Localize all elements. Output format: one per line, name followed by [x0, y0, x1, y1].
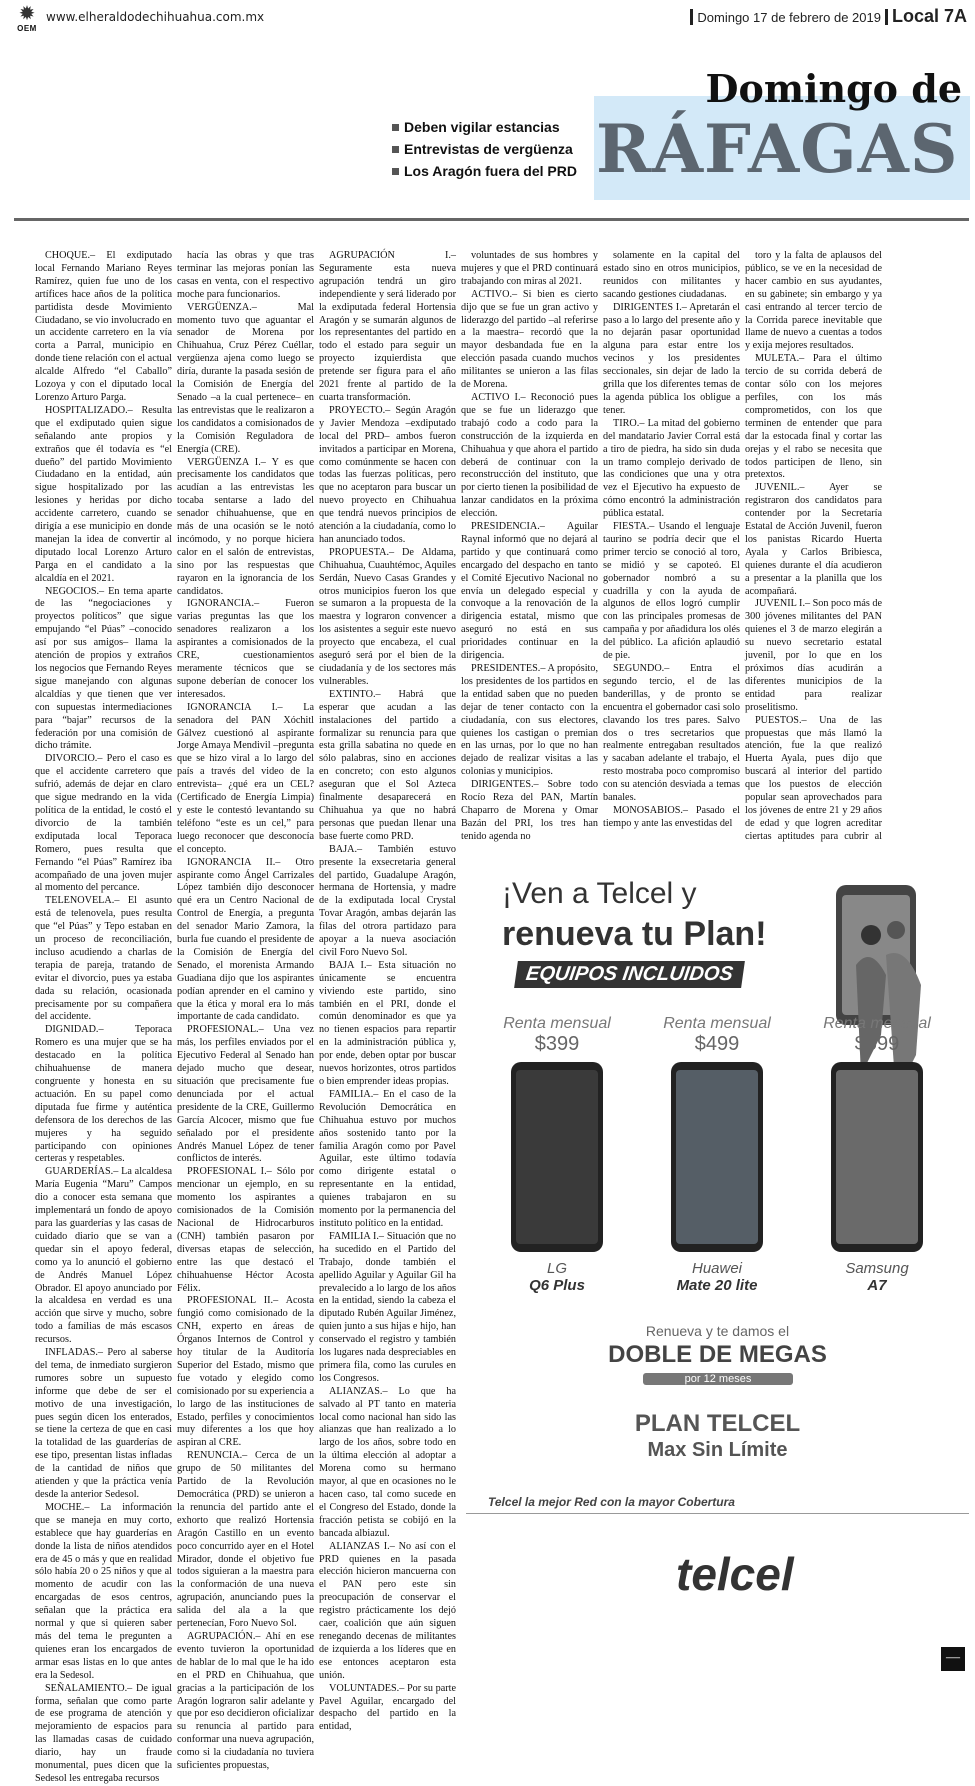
column-paragraph: VERGÜENZA I.– Y es que precisamente los candidatos que acudían a las entrevistas les tocaba sentarse a lado del senador chihuahuense, que en más de una ocasión se le notó incómodo, y no porque hiciera calor en el salón de entrevistas, sino por las respuestas que rayaron en la ignorancia de los candidatos.	[177, 456, 314, 597]
column-paragraph: RENUNCIA.– Cerca de un grupo de 50 militantes del Partido de la Revolución Democrática (PRD) se unieron a la renuncia del partido ante el exhorto que realizó Hortensia Aragón Castillo en un evento poco concurrido ayer en el Hotel Mirador, donde el objetivo fue todos siguieran a la maestra para la conformación de una nueva agrupación, anunciando pues la salida del ala a la que pertenecían, Foro Nuevo Sol.	[177, 1450, 314, 1630]
site-url[interactable]: www.elheraldodechihuahua.com.mx	[46, 10, 265, 24]
column-paragraph: DIRIGENTES.– Sobre todo Rocío Reza del PAN, Martín Chaparro de Morena y Omar Bazán del PRI, los tres han tenido agenda no	[461, 779, 598, 842]
phone-brand: Huawei	[691, 1260, 743, 1277]
column-paragraph: JUVENIL I.– Son poco más de 300 jóvenes militantes del PAN quienes el 3 de marzo elegirán a su nuevo secretario estatal juvenil, por lo que en los próximos días acudirán a diferentes municipios de la entidad para realizar proselitismo.	[745, 598, 882, 713]
column-paragraph: PROFESIONAL II.– Acosta fungió como comisionado de la CNH, experto en áreas de Órganos Internos de Control y hoy titular de la Auditoría Superior del Estado, mismo que fue votado y elegido como comisionado por su experiencia a lo largo de las instituciones de Estado, perfiles y conocimientos muy diferentes a los que hoy aspiran al CRE.	[177, 1295, 314, 1449]
promo-title: DOBLE DE MEGAS	[608, 1341, 827, 1368]
plan-name: PLAN TELCEL	[634, 1410, 801, 1437]
phone-model: Mate 20 lite	[676, 1277, 758, 1294]
column-paragraph: ALIANZAS I.– No así con el PRD quienes en la pasada elección hicieron mancuerna con el PAN pero este sin preocupación de conservar el registro prácticamente los dejó caer, coalición que aún siguen renegando decenas de militantes de izquierda a los líderes que en ese entonces aceptaron esta unión.	[319, 1540, 456, 1681]
column-paragraph: voluntades de sus hombres y mujeres y que el PRD continuará trabajando con miras al 2021.	[461, 250, 598, 287]
page-number: Local 7A	[891, 6, 967, 26]
phone-image	[511, 1062, 603, 1252]
ad-headline-bold: renueva tu Plan!	[502, 915, 767, 953]
price: $499	[694, 1033, 740, 1055]
ad-tagline: Telcel la mejor Red con la mayor Cobertura	[488, 1495, 735, 1509]
dateline	[686, 6, 967, 27]
phone-offer-samsung[interactable]: Renta mensual $599 Samsung A7	[802, 1015, 952, 1294]
column-paragraph: BAJA I.– Esta situación no únicamente se encuentra viviendo este partido, sino también en el PRI, donde el común denominador es que ya no tienen espacios para repartir en la administración pública y, por ende, deben optar por buscar nuevos horizontes, otros partidos o bien emprender ideas propias.	[319, 959, 456, 1087]
phone-image	[671, 1062, 763, 1252]
column-paragraph: TIRO.– La mitad del gobierno del mandatario Javier Corral está a tiro de piedra, ha sido sin duda un tramo complejo derivado de las condiciones que una y otra vez el Ejecutivo ha expuesto de cómo encontró la administración pública estatal.	[603, 417, 740, 520]
column-paragraph: IGNORANCIA I.– La senadora del PAN Xóchitl Gálvez cuestionó al aspirante Jorge Amaya Mendivil –pregunta que se hizo viral a lo largo del país a través del video de la entrevista– ¿qué era un CEL? (Certificado de Energía Limpia) y este le contestó levantando su teléfono “este es un cel,” para luego reconocer que desconocía el concepto.	[177, 701, 314, 855]
bullet-item: Deben vigilar estancias	[392, 116, 577, 138]
column-paragraph: SEGUNDO.– Entra el segundo tercio, el de las banderillas, y de pronto se encuentra el gobernador casi solo clavando los tres pares. Salvo dos o tres secretarios que realmente entregaban resultados y sacaban adelante el trabajo, el resto mostraba poco compromiso con su atención desviada a temas banales.	[603, 663, 740, 804]
column-masthead	[590, 66, 970, 201]
column-paragraph: IGNORANCIA.– Fueron varias preguntas las que los senadores realizaron a los aspirantes a comisionados de la CRE, cuestionamientos meramente técnicos que se supone deberían de conocer los interesados.	[177, 598, 314, 700]
promo-line: Renueva y te damos el	[645, 1323, 790, 1339]
bullet-item: Los Aragón fuera del PRD	[392, 160, 577, 182]
column-paragraph: PROYECTO.– Según Aragón y Javier Mendoza –exdiputado local del PRD– ambos fueron invitados a participar en Morena, como comúnmente se hacen con todas las fuerzas políticas, pero que no aceptaron para buscar un nuevo proyecto en Chihuahua que tendrá nuevos principios de atención a la ciudadanía, como lo han anunciado todos.	[319, 404, 456, 545]
headline-bullets	[392, 116, 577, 182]
price: $399	[534, 1033, 580, 1055]
column-paragraph: IGNORANCIA II.– Otro aspirante como Ángel Carrizales López también dijo desconocer qué era un Centro Nacional de Control de Energía, a pregunta del senador Mario Zamora, la burla fue cuando el presidente de la Comisión de Energía del Senado, el morenista Armando Guadiana dijo que los aspirantes podían aprender en el camino y que la ética y moral era lo más importante de cada candidato.	[177, 856, 314, 1023]
column-paragraph: DIGNIDAD.– Teporaca Romero es una mujer que se ha destacado en la política chihuahuense de manera congruente y honesta en su actuación. En su papel como diputada fue firme y auténtica defensora de los derechos de las mujeres y ha seguido participando con opiniones certeras y respetables.	[35, 1024, 172, 1165]
telcel-logo: telcel	[676, 1548, 794, 1600]
column-paragraph: MULETA.– Para el último tercio de su corrida deberá de contar sólo con los mejores perfiles, con los más comprometidos, con los que terminen de entender que para dar la estocada final y cortar las orejas y el rabo se necesita que todos participen de lleno, sin pretextos.	[745, 353, 882, 481]
column-paragraph: MONOSABIOS.– Pasado el tiempo y ante las envestidas del	[603, 804, 740, 829]
phone-offer-huawei[interactable]: Renta mensual $499 Huawei Mate 20 lite	[642, 1015, 792, 1294]
column-paragraph: hacía las obras y que tras terminar las mejoras ponían las casas en venta, con el respectivo moche para funcionarios.	[177, 250, 314, 300]
phone-model: A7	[867, 1277, 887, 1294]
column-paragraph: ACTIVO.– Si bien es cierto dijo que se fue un gran activo y liderazgo del partido –al referirse a la maestra– recordó que la mayor desbandada fue en la elección pasada cuando muchos militantes se unieron a las filas de Morena.	[461, 288, 598, 391]
column-paragraph: ACTIVO I.– Reconoció pues que se fue un liderazgo que trabajó codo a codo para la construcción de la izquierda en Chihuahua y que ahora el partido deberá de continuar con la reconstrucción del instituto, que por cierto tienen la posibilidad de lanzar candidatos en la próxima elección.	[461, 391, 598, 520]
plan-subtitle: Max Sin Límite	[647, 1439, 788, 1461]
ad-headline: ¡Ven a Telcel y	[502, 877, 697, 910]
column-paragraph: EXTINTO.– Habrá que esperar que acudan a las instalaciones del partido a formalizar su renuncia para que esta grilla sabatina no quede en sólo palabras, sino en acciones en concreto; con esto algunos aseguran que el Sol Azteca finalmente desaparecerá en Chihuahua ya que no habrá personas que puedan llenar una base fuerte como PRD.	[319, 688, 456, 842]
column-paragraph: FAMILIA.– En el caso de la Revolución Democrática en Chihuahua estuvo por muchos años sostenido tanto por la familia Aragón como por Pavel Aguilar, este último todavía como dirigente estatal o representante en la entidad, quienes trabajaron en su momento por la permanencia del instituto político en la entidad.	[319, 1088, 456, 1229]
column-paragraph: BAJA.– También estuvo presente la exsecretaria general del partido, Guadalupe Aragón, hermana de Hortensia, y madre de la exdiputada local Crystal Tovar Aragón, ambas dejarán las filas del otrora partidazo para apoyar a la nueva asociación civil Foro Nuevo Sol.	[319, 843, 456, 958]
close-icon[interactable]: —	[941, 1647, 965, 1671]
oem-logo: ✹ OEM	[12, 4, 42, 33]
column-paragraph: DIRIGENTES I.– Apretarán el paso a lo largo del presente año y no dejarán pasar oportunidad alguna para estar entre los vecinos y los presidentes seccionales, sin dejar de lado la grilla que los diferentes temas de la agenda pública los obligue a tener.	[603, 301, 740, 416]
phone-model: Q6 Plus	[529, 1277, 585, 1294]
column-paragraph: PROPUESTA.– De Aldama, Chihuahua, Cuauhtémoc, Aquiles Serdán, Nuevo Casas Grandes y otros municipios fueron los que se sumaron a la propuesta de la maestra y lograron convencer a los asistentes a seguir este nuevo proyecto que encabeza, el cual aseguró será por el bien de la ciudadanía y de los sectores más vulnerables.	[319, 546, 456, 687]
page-header	[0, 0, 975, 36]
column-paragraph: INFLADAS.– Pero al saberse del tema, de inmediato surgieron rumores sobre un supuesto informe que debe de ser el motivo de una investigación, pues según dicen los enterados, se tiene la certeza de que en casi la totalidad de las guarderías de ese tipo, presentan listas infladas de la cantidad de niños que atienden y que la práctica venía desde la anterior Sedesol.	[35, 1347, 172, 1500]
column-paragraph: PRESIDENTES.– A propósito, los presidentes de los partidos en la entidad saben que no pueden dejar de tener contacto con la ciudadanía, con sus electores, quienes los castigan o premian en las urnas, por lo que no han dejado de realizar visitas a las colonias y municipios.	[461, 663, 598, 778]
column-paragraph: VERGÜENZA.– Mal momento tuvo que aguantar el senador de Morena por Chihuahua, Cruz Pérez Cuéllar, vergüenza ajena como luego se diría, durante la pasada sesión de la Comisión de Energía del Senado –a la cual pertenece– en las entrevistas que le realizaron a los candidatos a comisionados de la Comisión Reguladora de Energía (CRE).	[177, 301, 314, 455]
column-paragraph: PRESIDENCIA.– Aguilar Raynal informó que no dejará al partido y que continuará como encargado del despacho en tanto el Comité Ejecutivo Nacional no envía un delegado especial y convoque a la renovación de la dirigencia estatal, mismo que aseguró no está en sus prioridades continuar en la dirigencia.	[461, 521, 598, 662]
column-paragraph: AGRUPACIÓN.– Ahí en ese evento tuvieron la oportunidad de hablar de lo mal que le ha ido en el PRD en Chihuahua, que gracias a la participación de los Aragón lograron salir adelante y que por eso decidieron oficializar su renuncia al partido para conformar una nueva agrupación, como si la ciudadanía no tuviera suficientes propuestas,	[177, 1630, 314, 1772]
phone-image	[831, 1062, 923, 1252]
column-paragraph: JUVENIL.– Ayer se registraron dos candidatos para contender por la Secretaría Estatal de Acción Juvenil, fueron los panistas Ricardo Huerta Ayala y Carlos Bribiesca, quienes durante el día acudieron a presentar a la planilla que los acompañará.	[745, 482, 882, 597]
column-paragraph: VOLUNTADES.– Por su parte Pavel Aguilar, encargado del despacho del partido en la entidad,	[319, 1682, 456, 1733]
text-column-6	[745, 250, 882, 857]
column-paragraph: HOSPITALIZADO.– Resulta que el exdiputado quien sigue señalando ante propios y extraños que él todavía es “el dueño” del partido Movimiento Ciudadano en la entidad, aún sigue hospitalizado por las lesiones y heridas por dicho accidente carretero, cuando se dirigía a ese municipio en donde manejan la idea de convertir al diputado local Lorenzo Arturo Parga en el candidato a la alcaldía en el 2021.	[35, 404, 172, 584]
phone-brand: LG	[546, 1260, 567, 1277]
column-paragraph: PROFESIONAL.– Una vez más, los perfiles enviados por el Ejecutivo Federal al Senado han dejado mucho que desear, situación que precisamente fue denunciada por el actual presidente de la CRE, Guillermo García Alcocer, mismo que fue señalado por el presidente Andrés Manuel López de tener conflictos de interés.	[177, 1024, 314, 1165]
divider-rule	[14, 218, 969, 221]
column-paragraph: DIVORCIO.– Pero el caso es que el accidente carretero que sufrió, además de dejar en claro que sigue medrando en la vida política de la entidad, le costó el divorcio de la también exdiputada local Teporaca Romero, pues resulta que Fernando “el Púas” Ramírez iba acompañado de una joven mujer al momento del percance.	[35, 753, 172, 894]
column-paragraph: PUESTOS.– Una de las propuestas que más llamó la atención, fue la que realizó Huerta Ayala, pues dijo que buscará al interior del partido que los puestos de elección popular sean aprovechados para los jóvenes de entre 21 y 29 años de edad y que logren acreditar ciertas aptitudes para cubrir al	[745, 714, 882, 842]
issue-date: Domingo 17 de febrero de 2019	[697, 10, 881, 25]
phone-brand: Samsung	[845, 1260, 909, 1277]
column-paragraph: GUARDERÍAS.– La alcaldesa María Eugenia “Maru” Campos dio a conocer esta semana que implementará un fondo de apoyo para las guarderías y las casas de cuidado diario que se van a quedar sin el apoyo federal, como ya lo anunció el gobierno de Andrés Manuel López Obrador. El apoyo anunciado por la alcaldesa en verdad es una acción que sirve y mucho, sobre todo a familias de más escasos recursos.	[35, 1166, 172, 1346]
promo-duration: por 12 meses	[643, 1373, 793, 1385]
text-column-3	[319, 250, 456, 1734]
text-column-1	[35, 250, 172, 1786]
column-paragraph: solamente en la capital del estado sino en otros municipios, reunidos con militantes y sacando gestiones ciudadanas.	[603, 250, 740, 300]
column-paragraph: TELENOVELA.– El asunto está de telenovela, pues resulta que “el Púas” y Tepo estaban en un proceso de reconciliación, incluso acudiendo a charlas de terapia de pareja, tratando de evitar el divorcio, pues ya estaba dada su relación, ocasionada precisamente por su compañera del accidente.	[35, 895, 172, 1023]
column-paragraph: SEÑALAMIENTO.– De igual forma, señalan que como parte de ese programa de atención y mejoramiento de espacios para las llamadas casas de cuidado diario, hay un fraude monumental, pues dicen que la Sedesol les entregaba recursos	[35, 1682, 172, 1784]
masthead-line1: Domingo de	[705, 66, 962, 111]
column-paragraph: CHOQUE.– El exdiputado local Fernando Mariano Reyes Ramírez, quien fue uno de los artífices hace años de la política partidista desde Movimiento Ciudadano, se vio involucrado en un accidente carretero en la vía corta a Parral, municipio en donde tiene relación con el actual alcalde Alfredo “el Caballo” Lozoya y con el diputado local Lorenzo Arturo Parga.	[35, 250, 172, 403]
column-paragraph: FAMILIA I.– Situación que no ha sucedido en el Partido del Trabajo, donde también el apellido Aguilar y Aguilar Gil ha prevalecido a lo largo de los años en la entidad, siendo la cabeza el diputado Rubén Aguilar Jiménez, quien junto a sus hijas e hijo, han conservado el registro y también los lugares nada despreciables en primera fila, como las curules en los Congresos.	[319, 1230, 456, 1384]
phone-offer-lg[interactable]: Renta mensual $399 LG Q6 Plus	[482, 1015, 632, 1294]
column-paragraph: AGRUPACIÓN I.– Seguramente esta nueva agrupación tendrá un giro independiente y será liderado por la exdiputada federal Hortensia Aragón y se sumarán algunos de los representantes del partido en todo el estado para seguir un proyecto izquierdista que pretende ser figura para el año 2021 frente al partido de la cuarta transformación.	[319, 250, 456, 403]
ad-badge: EQUIPOS INCLUIDOS	[514, 961, 744, 988]
column-paragraph: FIESTA.– Usando el lenguaje taurino se podría decir que el primer tercio se conoció al toro, se midió y se capoteó. El gobernador nombró a su cuadrilla y con la ayuda de algunos de ellos logró cumplir con las principales promesas de campaña y por añadidura los olés del público. La afición aplaudió de pie.	[603, 521, 740, 662]
column-paragraph: MOCHE.– La información que se maneja en muy corto, establece que hay guarderías en donde la lista de niños atendidos era de 45 o más y que en realidad sólo había 20 o 25 niños y que al momento de acudir con las encargadas de esos centros, señalan que la práctica era normal y que si quieren saber más del tema le pregunten a quienes eran los encargados de armar esas listas en lo que antes era la Sedesol.	[35, 1501, 172, 1681]
column-paragraph: toro y la falta de aplausos del público, se ve en la necesidad de hacer cambio en sus ayudantes, en su gabinete; sin embargo y ya casi entrando al tercer tercio de la Corrida parece inevitable que llame de nuevo a cuentas a todos y exija mejores resultados.	[745, 250, 882, 352]
column-paragraph: NEGOCIOS.– En tema aparte de las “negociaciones y proyectos políticos” que sigue empujando “el Púas” –conocido así por sus amigos– llama la atención de propios y extraños los negocios que Fernando Reyes sigue manejando con algunas alcaldías y que tienen que ver con supuestas intermediaciones para “bajar” recursos de la federación por una comisión de dicho trámite.	[35, 585, 172, 752]
price: $599	[854, 1033, 900, 1055]
text-column-2	[177, 250, 314, 1773]
column-paragraph: PROFESIONAL I.– Sólo por mencionar un ejemplo, en su momento los aspirantes a comisionados de la Comisión Nacional de Hidrocarburos (CNH) también pasaron por diversas etapas de selección, entre las que destacó el chihuahuense Héctor Acosta Félix.	[177, 1166, 314, 1294]
column-paragraph: ALIANZAS.– Lo que ha salvado al PT tanto en materia local como nacional han sido las alianzas que han realizado a lo largo de los años, sobre todo en la última elección al adoptar a Morena como su hermano mayor, al que en ocasiones no le hacen caso, tal como sucede en el Congreso del Estado, donde la fracción petista se cobijó en la bancada albiazul.	[319, 1385, 456, 1539]
sun-icon: ✹	[18, 3, 36, 25]
text-column-5	[603, 250, 740, 831]
telcel-advertisement[interactable]	[466, 845, 969, 1675]
text-column-4	[461, 250, 598, 844]
bullet-item: Entrevistas de vergüenza	[392, 138, 577, 160]
masthead-line2: RÁFAGAS	[596, 110, 959, 188]
